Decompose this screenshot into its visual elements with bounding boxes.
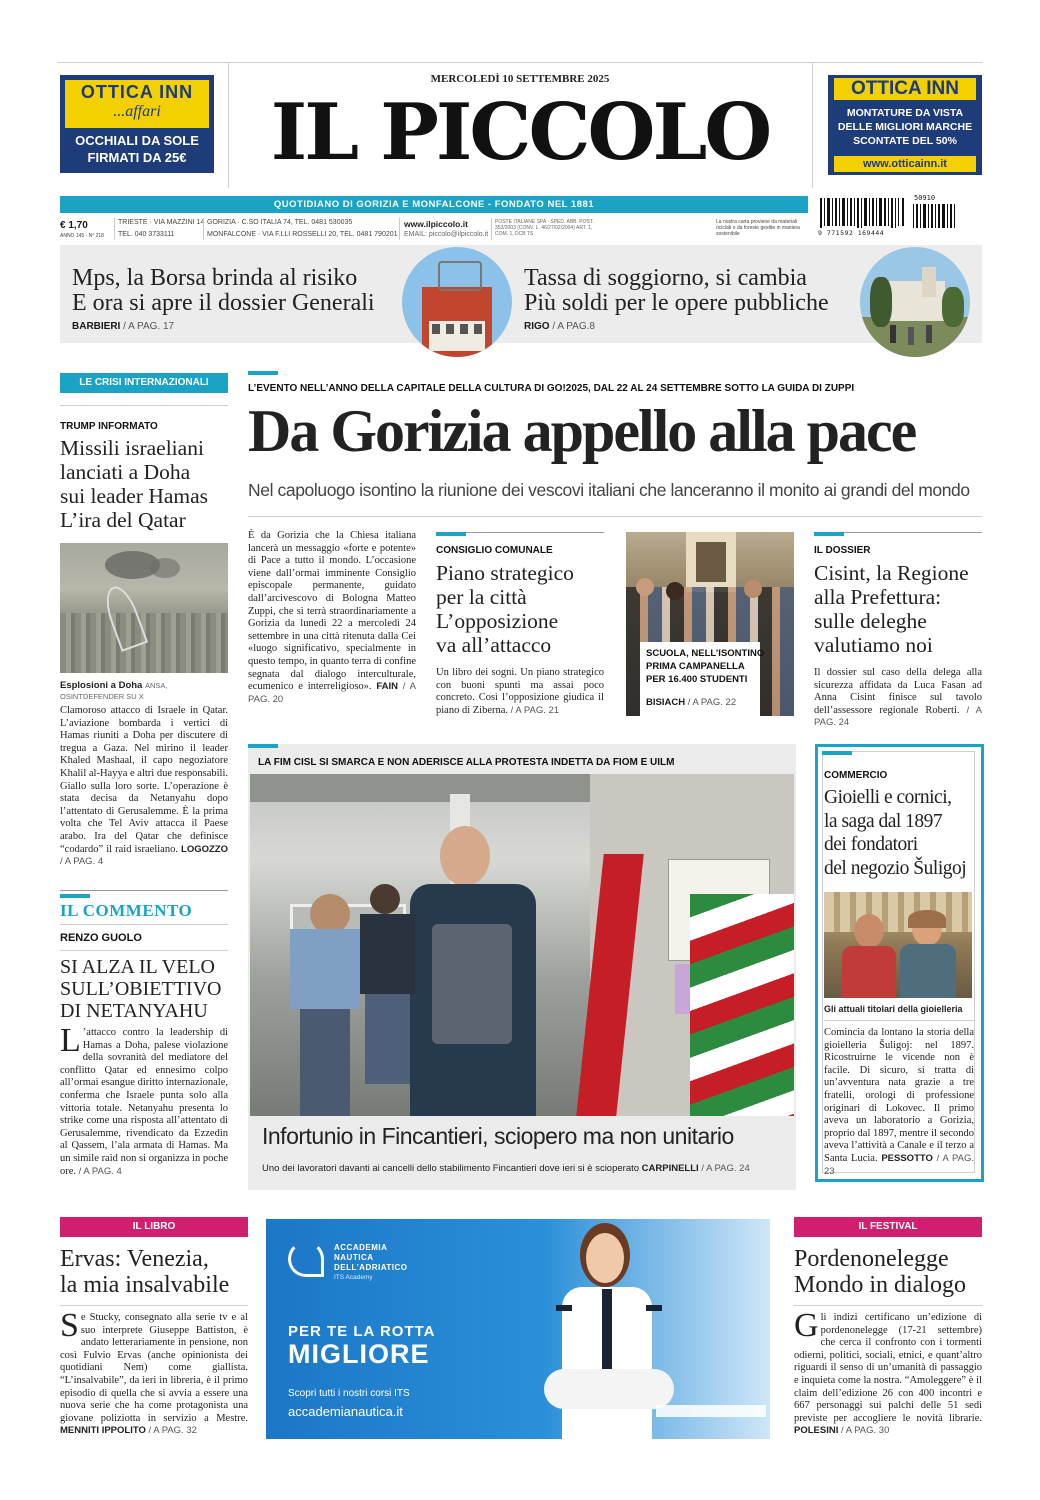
doha-explosion-photo [60,543,228,673]
section-tag-crisi: LE CRISI INTERNAZIONALI [60,373,228,393]
tagline-bar: QUOTIDIANO DI GORIZIA E MONFALCONE - FONDATO NEL 1881 [60,196,808,213]
dossier-article [814,667,982,730]
libro-page: / A PAG. 32 [148,1425,197,1437]
consiglio-kicker: CONSIGLIO COMUNALE [436,545,553,556]
main-author: FAIN [376,681,398,693]
teaser-mps-line2: E ora si apre il dossier Generali [72,290,375,317]
libro-author: MENNITI IPPOLITO [60,1425,146,1437]
dossier-page: / A PAG. 24 [814,704,983,729]
ad-line1: PER TE LA ROTTA [288,1323,436,1340]
commercio-kicker: COMMERCIO [824,770,888,781]
commento-headline[interactable] [60,956,230,1022]
teaser-mps-photo [402,247,512,357]
libro-dropcap: S [60,1307,79,1344]
ad-org-line1: ACCADEMIA [334,1243,388,1252]
main-body: È da Gorizia che la Chiesa italiana lancerà un messaggio «forte e potente» di Pace a tutto il mondo. L’occasione viene dall’ormai imminente Consiglio episcopale permanente, guidato dall’arcivescovo di Bologna Matteo Zuppi, che si terrà straordinariamente a Gorizia da lunedì 22 a mercoledì 24 settembre in una città ritenuta dalla Cei «luogo significativo, specialmente in questo tempo, in quanto terra di confine segnata dal dialogo interculturale, ecumenico e interreligioso». [248,530,416,693]
dossier-headline-line: valutiamo noi [814,633,933,657]
issue-number: ANNO 145 · N° 218 [60,233,104,239]
libro-article [60,1307,248,1438]
office-gorizia: GORIZIA · C.SO ITALIA 74, TEL. 0481 530035 [207,219,353,226]
festival-headline-line: Pordenonelegge [794,1246,949,1272]
consiglio-article [436,667,604,717]
main-kicker: L’EVENTO NELL’ANNO DELLA CAPITALE DELLA CULTURA DI GO!2025, DAL 22 AL 24 SETTEMBRE SOTTO LA GUIDA DI ZUPPI [248,383,855,394]
festival-page: / A PAG. 30 [840,1425,890,1437]
section-tag-libro: IL LIBRO [60,1217,248,1237]
commercio-headline[interactable] [824,786,978,880]
commento-headline-line: DI NETANYAHU [60,1000,208,1022]
consiglio-headline-line: L’opposizione [436,609,559,633]
teaser-tassa-line2: Più soldi per le opere pubbliche [524,290,829,317]
ad-line2: MIGLIORE [288,1339,430,1369]
consiglio-page: / A PAG. 21 [510,704,560,716]
commento-page: / A PAG. 4 [78,1165,122,1177]
commento-headline-line: SI ALZA IL VELO [60,956,215,978]
ad-org-line2: NAUTICA [334,1253,374,1262]
teaser-tassa-page: / A PAG.8 [552,320,595,332]
paper-note: La nostra carta proviene da materiali riciclati o da foreste gestite in maniera sostenibile [716,219,800,237]
left-page: / A PAG. 4 [60,856,104,868]
consiglio-headline-line: per la città [436,585,527,609]
commercio-headline-line: del negozio Šuligoj [824,857,967,879]
commercio-headline-line: la saga dal 1897 [824,810,943,832]
commercio-author: PESSOTTO [881,1152,933,1164]
commento-dropcap: L [60,1022,81,1059]
ad-org-line3: DELL’ADRIATICO [334,1263,408,1272]
ad-right-brand: OTTICA INN [834,78,976,100]
main-article [248,530,416,706]
ad-left-brand: OTTICA INN [80,82,194,102]
dossier-headline[interactable] [814,561,989,657]
scuola-caption [646,647,766,686]
fincantieri-caption-block [262,1163,792,1174]
masthead-title: IL PICCOLO [270,87,770,178]
teaser-mps-author: BARBIERI [72,320,121,332]
fincantieri-page: / A PAG. 24 [701,1163,750,1174]
left-headline[interactable] [60,436,230,532]
commento-body: ’attacco contro la leadership di Hamas a Doha, palese violazione della sovranità del mediatore del conflitto Qatar ed ennesimo colpo all’ormai esangue diritto internazionale, conferma che Israele punta solo alla vittoria totale. Netanyahu presenta lo strike come una risposta all’attentato di Gerusalemme, rivendicato da Ezzedin al Qassem, l’ala armata di Hamas. Ma un simile raid non si organizza in poche ore. [60,1027,228,1177]
barcode-number: 9 771592 169444 [818,229,885,237]
consiglio-headline[interactable] [436,561,606,657]
commento-headline-line: SULL’OBIETTIVO [60,978,222,1000]
suligoj-owners-photo [824,892,972,998]
scuola-caption-line: PER 16.400 STUDENTI [646,674,748,685]
commercio-body: Comincia da lontano la storia della gioielleria Šuligoj: nel 1897. Ricostruirne le vicende non è facile. Di sicuro, si tratta di un’avventura nata grazie a tre fratelli, orologi di professione originari di Lokovec. Il primo aveva un laboratorio a Gorizia, proprio dal 1897, mentre il secondo aveva l’attività a Canale e il terzo a Santa Lucia. [824,1027,974,1164]
scuola-page: / A PAG. 22 [687,697,737,708]
scuola-author: BISIACH [646,697,686,708]
consiglio-headline-line: Piano strategico [436,561,574,585]
teaser-tassa-photo [860,247,970,357]
fincantieri-photo[interactable] [250,774,794,1116]
consiglio-headline-line: va all’attacco [436,633,552,657]
fincantieri-kicker: LA FIM CISL SI SMARCA E NON ADERISCE ALLA PROTESTA INDETTA DA FIOM E UILM [258,757,675,768]
left-caption: Esplosioni a Doha [60,680,143,691]
office-trieste-tel: TEL. 040 3733111 [118,231,175,238]
left-headline-line: lanciati a Doha [60,460,191,484]
left-article [60,705,228,869]
issue-date: MERCOLEDÌ 10 SETTEMBRE 2025 [430,73,610,85]
commercio-headline-line: Gioielli e cornici, [824,787,952,808]
ad-url[interactable]: accademianautica.it [288,1404,403,1419]
commercio-article [824,1027,974,1178]
ad-right-url: www.otticainn.it [834,156,976,172]
dossier-headline-line: sulle deleghe [814,609,927,633]
ad-accademia-nautica[interactable] [266,1219,770,1439]
teaser-tassa-line1: Tassa di soggiorno, si cambia [524,265,807,291]
consiglio-body: Un libro dei sogni. Un piano strategico con buoni spunti ma assai poco concreto. Così l’opposizione giudica il piano di Ziberna. [436,667,604,716]
libro-headline-line: la mia insalvabile [60,1272,230,1298]
left-headline-line: sui leader Hamas [60,484,209,508]
festival-article [794,1307,982,1438]
left-headline-line: L’ira del Qatar [60,508,186,532]
price: € 1,70 [60,220,88,231]
commercio-caption: Gli attuali titolari della gioielleria [824,1004,963,1014]
barcode [818,194,982,238]
dossier-headline-line: alla Prefettura: [814,585,942,609]
left-author: LOGOZZO [181,843,228,855]
dossier-headline-line: Cisint, la Regione [814,561,969,585]
scuola-caption-line: SCUOLA, NELL’ISONTINO [646,648,765,659]
ad-org-line4: ITS Academy [334,1274,373,1281]
ad-ottica-inn-left[interactable] [60,75,214,173]
main-page: / A PAG. 20 [248,681,417,705]
website-link[interactable]: www.ilpiccolo.it [404,219,468,229]
office-monfalcone: MONFALCONE · VIA F.LLI ROSSELLI 20, TEL. 0481 790201 [207,231,398,238]
teaser-mps[interactable] [72,266,402,332]
section-tag-festival: IL FESTIVAL [794,1217,982,1237]
festival-headline[interactable] [794,1246,984,1298]
main-subhead: Nel capoluogo isontino la riunione dei vescovi italiani che lanceranno il monito ai grandi del mondo [248,480,970,500]
left-kicker: TRUMP INFORMATO [60,421,158,432]
libro-headline-line: Ervas: Venezia, [60,1246,209,1272]
left-photo-credit: ANSA, OSINTDEFENDER SU X [60,681,168,701]
scuola-caption-line: PRIMA CAMPANELLA [646,661,745,672]
teaser-tassa-author: RIGO [524,320,550,332]
dossier-kicker: IL DOSSIER [814,545,871,556]
fincantieri-caption: Uno dei lavoratori davanti ai cancelli dello stabilimento Fincantieri dove ieri si è scioperato [262,1163,640,1174]
commento-author: RENZO GUOLO [60,932,142,944]
dossier-body: Il dossier sul caso della delega alla sicurezza affidata da Luca Fasan ad Anna Cisint finisce sul tavolo dell’assessore regionale Roberti. [814,667,982,716]
commento-label: IL COMMENTO [60,901,193,920]
festival-author: POLESINI [794,1425,839,1437]
teaser-mps-line1: Mps, la Borsa brinda al risiko [72,265,358,291]
commercio-page: / A PAG. 23 [824,1152,975,1177]
fincantieri-author: CARPINELLI [641,1163,699,1174]
main-headline[interactable]: Da Gorizia appello alla pace [248,398,916,464]
postal-info: POSTE ITALIANE SPA · SPED. ABB. POST. 353/2003 (CONV. L. 46/27/02/2004) ART. 1, COM. 1, DCB TS [495,219,594,237]
office-trieste: TRIESTE · VIA MAZZINI 14 [118,219,205,226]
ad-line3: Scopri tutti i nostri corsi ITS [288,1388,410,1399]
fincantieri-headline[interactable]: Infortunio in Fincantieri, sciopero ma non unitario [262,1123,734,1149]
left-headline-line: Missili israeliani [60,436,204,460]
commercio-headline-line: dei fondatori [824,834,918,855]
libro-headline[interactable] [60,1246,250,1298]
ad-left-sub: ...affari [113,103,161,120]
teaser-mps-page: / A PAG. 17 [123,320,175,332]
left-body: Clamoroso attacco di Israele in Qatar. L’aviazione bombarda i vertici di Hamas riuniti a Doha per discutere di tregua a Gaza. Nel mirino il leader Khaled Mashaal, il capo negoziatore Khalil al-Hayya e altri due responsabili. Giallo sulla loro sorte. L’operazione è stata decisa da Netanyahu dopo l’attentato di Gerusalemme. È la prima volta che Tel Aviv attacca il Paese arabo. Ira del Qatar che definisce “codardo” il raid israeliano. [60,705,228,855]
ad-right-text: MONTATURE DA VISTA DELLE MIGLIORI MARCHE SCONTATE DEL 50% [837,107,973,147]
commento-article [60,1022,228,1178]
festival-headline-line: Mondo in dialogo [794,1272,966,1298]
scuola-photo[interactable] [626,532,794,716]
ad-left-text: OCCHIALI DA SOLE FIRMATI DA 25€ [75,133,199,165]
ad-ottica-inn-right[interactable] [828,75,982,175]
barcode-top-number: 50910 [914,194,936,202]
teaser-tassa[interactable] [524,266,864,332]
email-link[interactable]: EMAIL: piccolo@ilpiccolo.it [404,231,489,238]
festival-dropcap: G [794,1307,819,1344]
festival-body: li indizi certificano un’edizione di pordenonelegge (17-21 settembre) che cerca il confronto con i tormenti odierni, politici, sociali, etnici, e quant’altro riguardi il senso di un’umanità di passaggio e inquieta come la nostra. “Amoleggere” è il claim dell’edizione 26 con 400 incontri e 667 personaggi sui palchi delle 51 sedi previste per accogliere le novità librarie. [794,1312,982,1424]
libro-body: e Stucky, consegnato alla serie tv e al suo interprete Giuseppe Battiston, è andato letterariamente in pensione, non così Fulvio Ervas (anche opinionista dei quotidiani Nem) come giallista. “L’insalvabile”, da ieri in libreria, è il primo episodio di quella che si avvia a essere una nuova serie che ha come protagonista una giovane poliziotta in servizio a Mestre. [60,1312,248,1424]
